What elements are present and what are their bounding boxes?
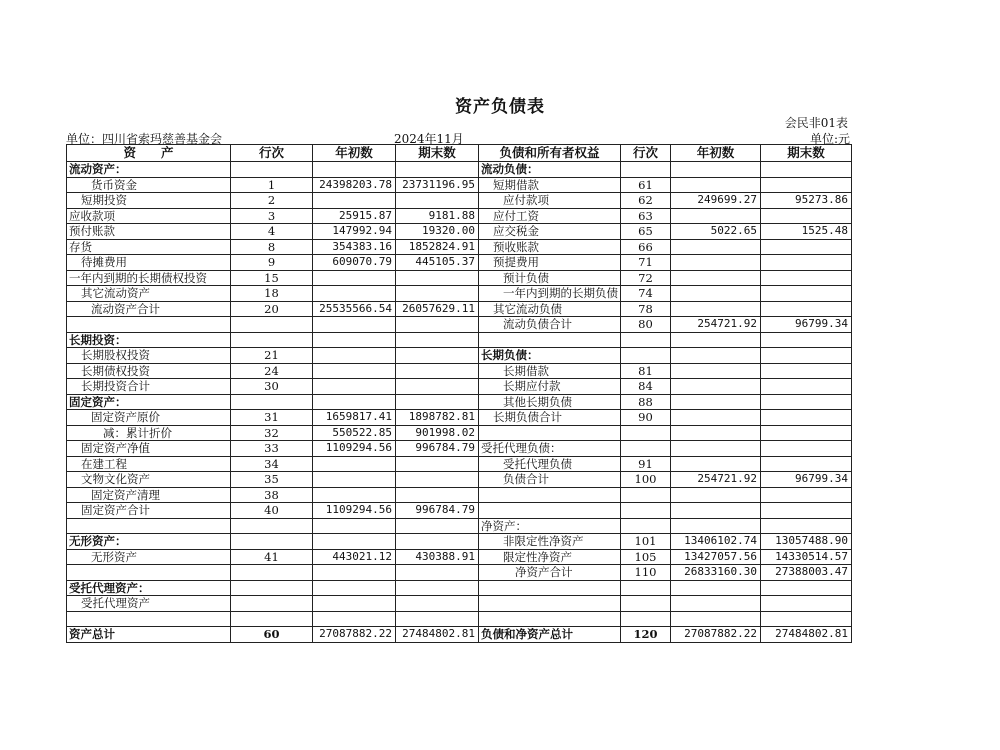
- liability-end-amount: [761, 518, 852, 534]
- liability-name: 净资产：: [479, 518, 621, 534]
- liability-end-amount: [761, 348, 852, 364]
- liability-name: 净资产合计: [479, 565, 621, 581]
- asset-begin-amount: [313, 363, 396, 379]
- liability-name: 长期负债：: [479, 348, 621, 364]
- liability-line-no: [621, 425, 671, 441]
- asset-end-amount: [396, 534, 479, 550]
- form-code: 会民非01表: [784, 116, 848, 130]
- liability-end-amount: [761, 456, 852, 472]
- asset-line-no: 35: [231, 472, 313, 488]
- asset-begin-amount: 550522.85: [313, 425, 396, 441]
- liability-name: 长期应付款: [479, 379, 621, 395]
- liability-begin-amount: [671, 425, 761, 441]
- asset-end-amount: [396, 332, 479, 348]
- liability-end-amount: 27484802.81: [761, 627, 852, 643]
- asset-end-amount: [396, 363, 479, 379]
- table-row: [67, 441, 852, 457]
- table-row: [67, 534, 852, 550]
- asset-begin-amount: [313, 379, 396, 395]
- liability-end-amount: [761, 162, 852, 178]
- asset-line-no: 31: [231, 410, 313, 426]
- asset-name: 固定资产净值: [67, 441, 231, 457]
- header-end: 期末数: [396, 145, 479, 162]
- table-header-row: [67, 145, 852, 162]
- liability-name: 受托代理负债: [479, 456, 621, 472]
- liability-line-no: [621, 487, 671, 503]
- liability-begin-amount: [671, 177, 761, 193]
- asset-name: 减：累计折价: [67, 425, 231, 441]
- liability-line-no: 66: [621, 239, 671, 255]
- asset-line-no: 3: [231, 208, 313, 224]
- asset-name: 固定资产：: [67, 394, 231, 410]
- table-row: [67, 317, 852, 333]
- asset-end-amount: 23731196.95: [396, 177, 479, 193]
- liability-end-amount: [761, 441, 852, 457]
- liability-begin-amount: [671, 394, 761, 410]
- liability-name: 预计负债: [479, 270, 621, 286]
- asset-name: 固定资产合计: [67, 503, 231, 519]
- asset-name: 货币资金: [67, 177, 231, 193]
- header-asset: 资 产: [67, 145, 231, 162]
- asset-line-no: [231, 162, 313, 178]
- asset-begin-amount: 609070.79: [313, 255, 396, 271]
- liability-name: 长期借款: [479, 363, 621, 379]
- liability-line-no: 71: [621, 255, 671, 271]
- asset-name: 流动资产：: [67, 162, 231, 178]
- liability-line-no: 62: [621, 193, 671, 209]
- table-body: [67, 162, 852, 643]
- asset-line-no: [231, 317, 313, 333]
- liability-name: 非限定性净资产: [479, 534, 621, 550]
- table-row: [67, 596, 852, 612]
- liability-name: 一年内到期的长期负债: [479, 286, 621, 302]
- asset-name: 受托代理资产: [67, 596, 231, 612]
- liability-line-no: 65: [621, 224, 671, 240]
- liability-begin-amount: [671, 208, 761, 224]
- unit-row: [66, 130, 850, 144]
- asset-line-no: [231, 518, 313, 534]
- asset-begin-amount: [313, 193, 396, 209]
- asset-begin-amount: 1109294.56: [313, 503, 396, 519]
- asset-begin-amount: [313, 580, 396, 596]
- liability-line-no: [621, 332, 671, 348]
- liability-end-amount: [761, 255, 852, 271]
- asset-end-amount: [396, 379, 479, 395]
- liability-name: [479, 580, 621, 596]
- liability-name: 负债和净资产总计: [479, 627, 621, 643]
- liability-name: 长期负债合计: [479, 410, 621, 426]
- table-row: [67, 224, 852, 240]
- table-row: [67, 162, 852, 178]
- liability-begin-amount: [671, 456, 761, 472]
- liability-line-no: 61: [621, 177, 671, 193]
- header-line: 行次: [231, 145, 313, 162]
- table-row: [67, 332, 852, 348]
- header-begin-2: 年初数: [671, 145, 761, 162]
- asset-line-no: [231, 596, 313, 612]
- liability-name: 流动负债：: [479, 162, 621, 178]
- asset-line-no: 38: [231, 487, 313, 503]
- liability-begin-amount: [671, 580, 761, 596]
- asset-end-amount: [396, 565, 479, 581]
- asset-begin-amount: [313, 394, 396, 410]
- asset-begin-amount: [313, 348, 396, 364]
- asset-end-amount: [396, 270, 479, 286]
- asset-begin-amount: [313, 472, 396, 488]
- liability-name: 应交税金: [479, 224, 621, 240]
- liability-line-no: 74: [621, 286, 671, 302]
- liability-end-amount: [761, 332, 852, 348]
- table-row: [67, 487, 852, 503]
- balance-sheet-table: [66, 144, 852, 643]
- asset-name: 无形资产: [67, 549, 231, 565]
- liability-begin-amount: [671, 518, 761, 534]
- asset-end-amount: 1852824.91: [396, 239, 479, 255]
- asset-end-amount: [396, 456, 479, 472]
- liability-name: 应付工资: [479, 208, 621, 224]
- asset-begin-amount: 354383.16: [313, 239, 396, 255]
- liability-end-amount: [761, 208, 852, 224]
- asset-line-no: [231, 580, 313, 596]
- liability-line-no: [621, 580, 671, 596]
- liability-end-amount: [761, 596, 852, 612]
- liability-line-no: 101: [621, 534, 671, 550]
- asset-begin-amount: 1109294.56: [313, 441, 396, 457]
- asset-name: 在建工程: [67, 456, 231, 472]
- asset-begin-amount: [313, 317, 396, 333]
- asset-begin-amount: [313, 596, 396, 612]
- asset-begin-amount: [313, 534, 396, 550]
- liability-begin-amount: [671, 487, 761, 503]
- asset-begin-amount: 1659817.41: [313, 410, 396, 426]
- liability-name: 流动负债合计: [479, 317, 621, 333]
- liability-name: [479, 503, 621, 519]
- liability-end-amount: [761, 270, 852, 286]
- liability-end-amount: [761, 410, 852, 426]
- liability-begin-amount: [671, 239, 761, 255]
- asset-name: 文物文化资产: [67, 472, 231, 488]
- asset-line-no: [231, 565, 313, 581]
- report-period: 2024年11月: [394, 132, 464, 146]
- asset-name: 短期投资: [67, 193, 231, 209]
- asset-begin-amount: [313, 487, 396, 503]
- liability-end-amount: 96799.34: [761, 317, 852, 333]
- asset-name: 长期投资：: [67, 332, 231, 348]
- asset-line-no: 30: [231, 379, 313, 395]
- table-row: [67, 193, 852, 209]
- liability-name: 应付款项: [479, 193, 621, 209]
- asset-line-no: 41: [231, 549, 313, 565]
- liability-line-no: 81: [621, 363, 671, 379]
- asset-begin-amount: [313, 456, 396, 472]
- asset-line-no: 60: [231, 627, 313, 643]
- header-liabilities: 负债和所有者权益: [479, 145, 621, 162]
- liability-line-no: 90: [621, 410, 671, 426]
- asset-end-amount: 996784.79: [396, 503, 479, 519]
- liability-end-amount: 1525.48: [761, 224, 852, 240]
- liability-end-amount: 27388003.47: [761, 565, 852, 581]
- table-row: [67, 348, 852, 364]
- liability-line-no: 78: [621, 301, 671, 317]
- asset-line-no: 4: [231, 224, 313, 240]
- liability-begin-amount: 5022.65: [671, 224, 761, 240]
- liability-line-no: [621, 596, 671, 612]
- liability-end-amount: 13057488.90: [761, 534, 852, 550]
- asset-end-amount: [396, 193, 479, 209]
- asset-line-no: 34: [231, 456, 313, 472]
- asset-name: 应收款项: [67, 208, 231, 224]
- asset-end-amount: [396, 611, 479, 627]
- table-row: [67, 255, 852, 271]
- liability-name: 限定性净资产: [479, 549, 621, 565]
- asset-name: 预付账款: [67, 224, 231, 240]
- asset-line-no: 8: [231, 239, 313, 255]
- asset-end-amount: 996784.79: [396, 441, 479, 457]
- liability-begin-amount: [671, 162, 761, 178]
- asset-end-amount: [396, 487, 479, 503]
- liability-begin-amount: [671, 363, 761, 379]
- liability-end-amount: [761, 379, 852, 395]
- liability-end-amount: 96799.34: [761, 472, 852, 488]
- asset-name: 其它流动资产: [67, 286, 231, 302]
- liability-line-no: 110: [621, 565, 671, 581]
- asset-begin-amount: 25535566.54: [313, 301, 396, 317]
- asset-end-amount: [396, 580, 479, 596]
- asset-line-no: 20: [231, 301, 313, 317]
- table-row: [67, 565, 852, 581]
- liability-end-amount: [761, 580, 852, 596]
- page-title: 资产负债表: [455, 97, 545, 117]
- liability-end-amount: 14330514.57: [761, 549, 852, 565]
- liability-name: [479, 611, 621, 627]
- asset-line-no: 32: [231, 425, 313, 441]
- liability-begin-amount: 254721.92: [671, 317, 761, 333]
- liability-name: 预提费用: [479, 255, 621, 271]
- header-line-2: 行次: [621, 145, 671, 162]
- asset-begin-amount: [313, 611, 396, 627]
- liability-line-no: 88: [621, 394, 671, 410]
- asset-line-no: 33: [231, 441, 313, 457]
- liability-begin-amount: [671, 332, 761, 348]
- table-row: [67, 394, 852, 410]
- asset-end-amount: [396, 394, 479, 410]
- table-row: [67, 503, 852, 519]
- asset-line-no: 2: [231, 193, 313, 209]
- asset-end-amount: 27484802.81: [396, 627, 479, 643]
- liability-end-amount: [761, 394, 852, 410]
- liability-end-amount: [761, 503, 852, 519]
- liability-name: [479, 332, 621, 348]
- asset-begin-amount: 27087882.22: [313, 627, 396, 643]
- liability-name: 预收账款: [479, 239, 621, 255]
- asset-line-no: 40: [231, 503, 313, 519]
- liability-end-amount: [761, 425, 852, 441]
- asset-begin-amount: 24398203.78: [313, 177, 396, 193]
- liability-begin-amount: 27087882.22: [671, 627, 761, 643]
- liability-begin-amount: [671, 301, 761, 317]
- table-row: [67, 580, 852, 596]
- header-begin: 年初数: [313, 145, 396, 162]
- liability-end-amount: [761, 487, 852, 503]
- liability-line-no: 80: [621, 317, 671, 333]
- liability-end-amount: 95273.86: [761, 193, 852, 209]
- asset-name: 一年内到期的长期债权投资: [67, 270, 231, 286]
- liability-name: 其他长期负债: [479, 394, 621, 410]
- asset-end-amount: [396, 348, 479, 364]
- asset-line-no: 1: [231, 177, 313, 193]
- currency-unit: 单位:元: [809, 132, 850, 146]
- table-row: [67, 301, 852, 317]
- table-row: [67, 425, 852, 441]
- asset-end-amount: [396, 596, 479, 612]
- table-row: [67, 286, 852, 302]
- asset-begin-amount: [313, 332, 396, 348]
- asset-name: 无形资产：: [67, 534, 231, 550]
- liability-begin-amount: 26833160.30: [671, 565, 761, 581]
- liability-name: 短期借款: [479, 177, 621, 193]
- asset-name: 长期债权投资: [67, 363, 231, 379]
- asset-begin-amount: [313, 286, 396, 302]
- table-row: [67, 456, 852, 472]
- table-row: [67, 627, 852, 643]
- liability-line-no: 105: [621, 549, 671, 565]
- asset-begin-amount: [313, 270, 396, 286]
- asset-begin-amount: 25915.87: [313, 208, 396, 224]
- liability-name: [479, 425, 621, 441]
- liability-begin-amount: [671, 379, 761, 395]
- asset-line-no: 15: [231, 270, 313, 286]
- asset-end-amount: [396, 162, 479, 178]
- liability-begin-amount: [671, 441, 761, 457]
- liability-line-no: [621, 348, 671, 364]
- asset-name: 固定资产原价: [67, 410, 231, 426]
- liability-name: 其它流动负债: [479, 301, 621, 317]
- liability-end-amount: [761, 239, 852, 255]
- asset-begin-amount: 443021.12: [313, 549, 396, 565]
- liability-line-no: 84: [621, 379, 671, 395]
- asset-name: 受托代理资产：: [67, 580, 231, 596]
- liability-name: 受托代理负债：: [479, 441, 621, 457]
- liability-name: [479, 487, 621, 503]
- asset-end-amount: 19320.00: [396, 224, 479, 240]
- asset-end-amount: [396, 286, 479, 302]
- liability-line-no: 63: [621, 208, 671, 224]
- liability-begin-amount: [671, 286, 761, 302]
- asset-begin-amount: [313, 565, 396, 581]
- asset-end-amount: 26057629.11: [396, 301, 479, 317]
- liability-end-amount: [761, 177, 852, 193]
- asset-name: [67, 611, 231, 627]
- table-row: [67, 208, 852, 224]
- table-row: [67, 518, 852, 534]
- liability-end-amount: [761, 286, 852, 302]
- liability-begin-amount: [671, 270, 761, 286]
- asset-end-amount: 9181.88: [396, 208, 479, 224]
- header-end-2: 期末数: [761, 145, 852, 162]
- asset-end-amount: 445105.37: [396, 255, 479, 271]
- liability-begin-amount: 13406102.74: [671, 534, 761, 550]
- asset-name: 长期投资合计: [67, 379, 231, 395]
- liability-line-no: [621, 611, 671, 627]
- asset-end-amount: 1898782.81: [396, 410, 479, 426]
- liability-end-amount: [761, 611, 852, 627]
- liability-name: 负债合计: [479, 472, 621, 488]
- asset-end-amount: [396, 518, 479, 534]
- asset-name: [67, 518, 231, 534]
- liability-line-no: [621, 503, 671, 519]
- asset-name: 待摊费用: [67, 255, 231, 271]
- table-row: [67, 363, 852, 379]
- asset-begin-amount: 147992.94: [313, 224, 396, 240]
- asset-end-amount: 430388.91: [396, 549, 479, 565]
- table-row: [67, 472, 852, 488]
- asset-line-no: [231, 332, 313, 348]
- liability-end-amount: [761, 301, 852, 317]
- liability-begin-amount: 254721.92: [671, 472, 761, 488]
- liability-begin-amount: [671, 255, 761, 271]
- asset-name: 资产总计: [67, 627, 231, 643]
- asset-name: [67, 317, 231, 333]
- liability-line-no: [621, 441, 671, 457]
- liability-begin-amount: [671, 410, 761, 426]
- asset-end-amount: [396, 472, 479, 488]
- table-row: [67, 379, 852, 395]
- asset-name: 固定资产清理: [67, 487, 231, 503]
- liability-begin-amount: 249699.27: [671, 193, 761, 209]
- liability-end-amount: [761, 363, 852, 379]
- liability-line-no: [621, 518, 671, 534]
- table-row: [67, 239, 852, 255]
- organization-label: 单位：四川省索玛慈善基金会: [66, 132, 223, 146]
- asset-line-no: 21: [231, 348, 313, 364]
- asset-line-no: 24: [231, 363, 313, 379]
- liability-begin-amount: [671, 611, 761, 627]
- liability-begin-amount: 13427057.56: [671, 549, 761, 565]
- table-row: [67, 177, 852, 193]
- asset-end-amount: [396, 317, 479, 333]
- liability-begin-amount: [671, 596, 761, 612]
- liability-begin-amount: [671, 348, 761, 364]
- table-row: [67, 611, 852, 627]
- asset-name: 长期股权投资: [67, 348, 231, 364]
- liability-line-no: [621, 162, 671, 178]
- table-row: [67, 270, 852, 286]
- asset-end-amount: 901998.02: [396, 425, 479, 441]
- table-row: [67, 549, 852, 565]
- liability-line-no: 72: [621, 270, 671, 286]
- liability-line-no: 120: [621, 627, 671, 643]
- asset-name: 流动资产合计: [67, 301, 231, 317]
- asset-line-no: 9: [231, 255, 313, 271]
- liability-begin-amount: [671, 503, 761, 519]
- asset-begin-amount: [313, 162, 396, 178]
- liability-line-no: 91: [621, 456, 671, 472]
- asset-name: [67, 565, 231, 581]
- asset-name: 存货: [67, 239, 231, 255]
- asset-line-no: 18: [231, 286, 313, 302]
- asset-line-no: [231, 611, 313, 627]
- table-row: [67, 410, 852, 426]
- asset-begin-amount: [313, 518, 396, 534]
- asset-line-no: [231, 394, 313, 410]
- liability-line-no: 100: [621, 472, 671, 488]
- asset-line-no: [231, 534, 313, 550]
- liability-name: [479, 596, 621, 612]
